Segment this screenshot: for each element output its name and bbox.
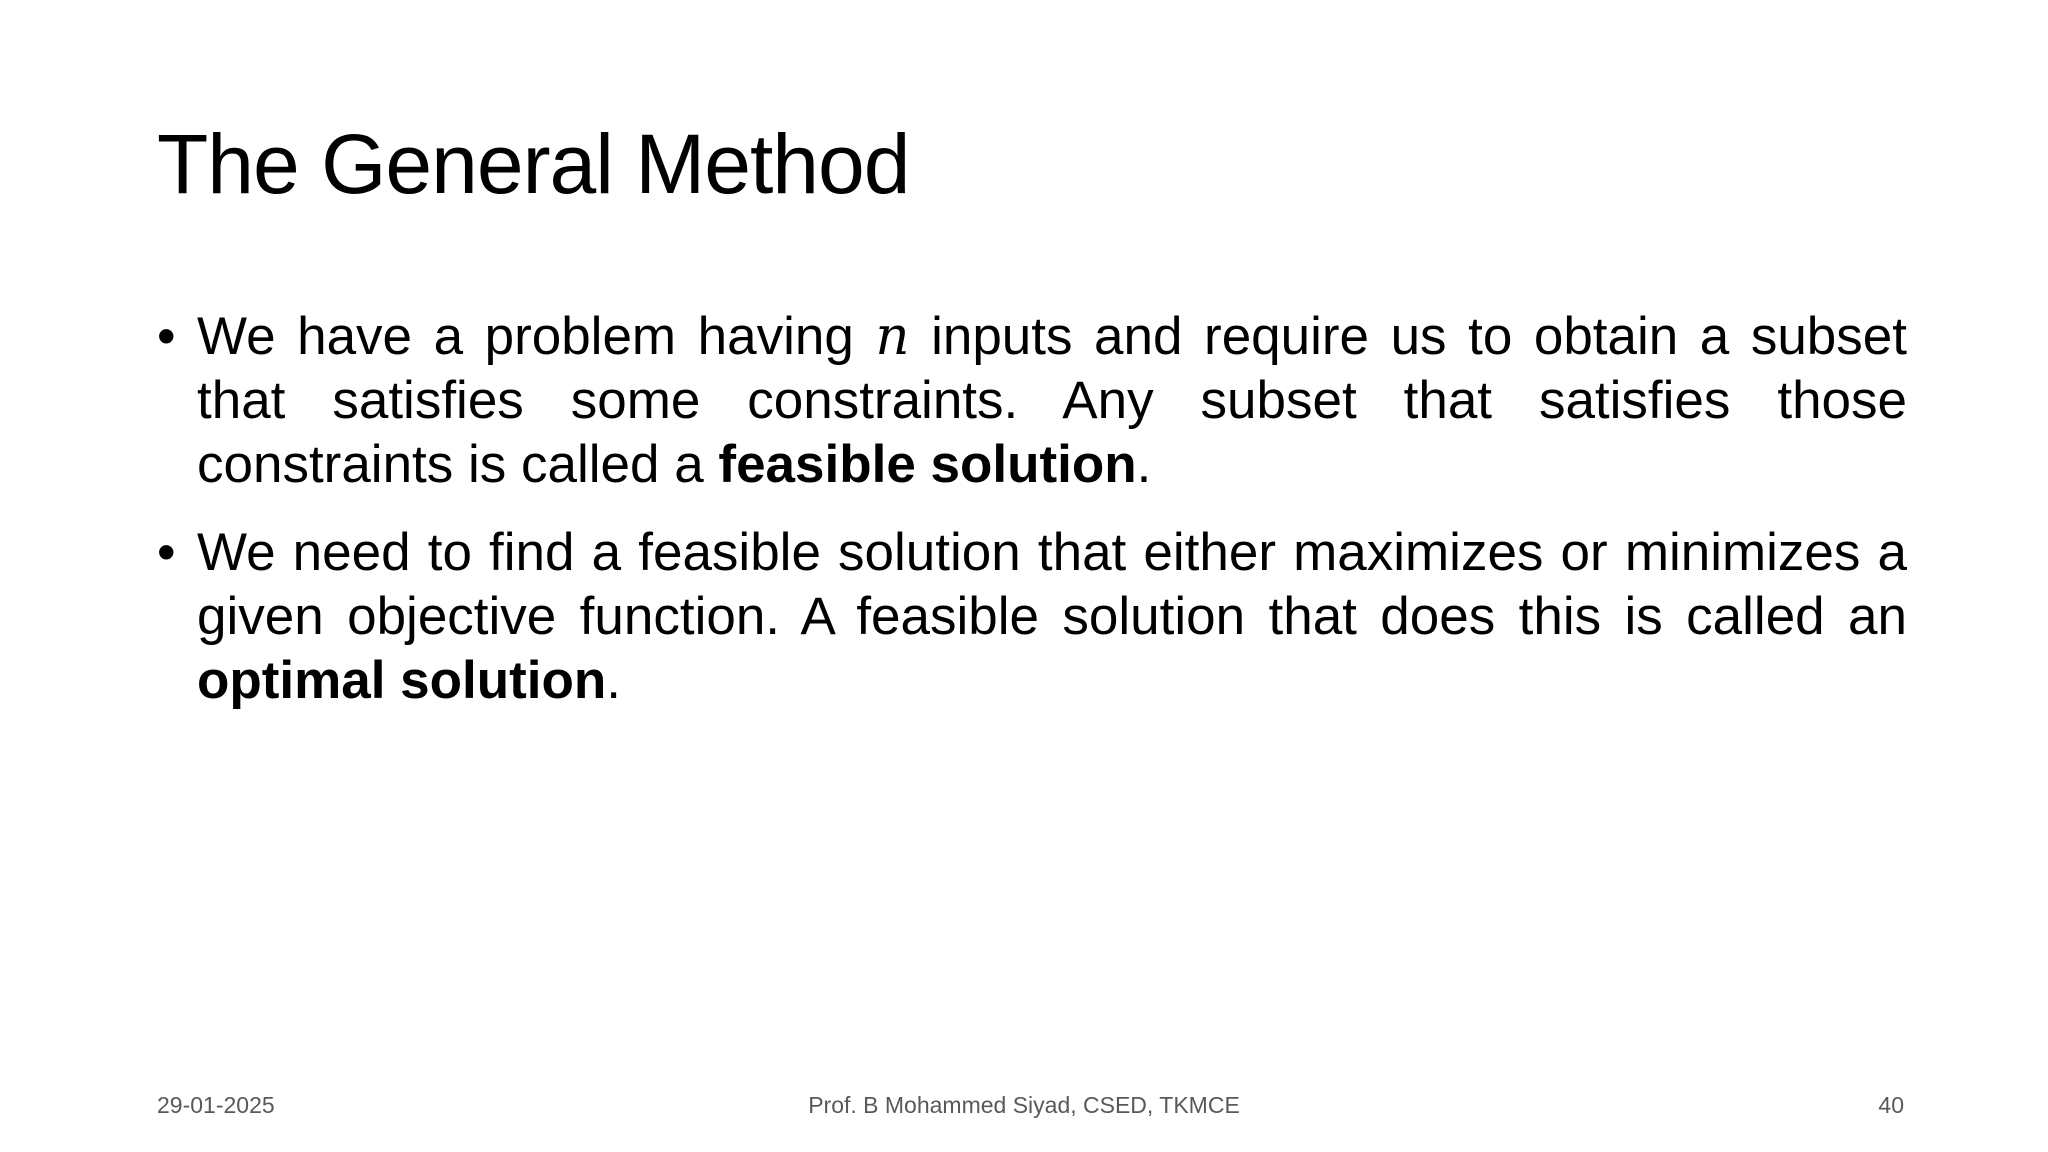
bullet-text: We have a problem having: [197, 307, 854, 366]
bullet-end: .: [606, 651, 621, 710]
bullet-list: [157, 305, 1907, 737]
term-feasible-solution: feasible solution: [718, 435, 1137, 494]
footer-date: 29-01-2025: [157, 1092, 275, 1118]
bullet-text: inputs and require us to obtain a subset that satisfies some constraints. Any subset that satisfies those constraints is called a: [197, 307, 1907, 494]
page-number: 40: [1878, 1092, 1904, 1118]
bullet-end: .: [1136, 435, 1152, 494]
bullet-optimal-solution: [157, 521, 1907, 713]
bullet-marker: •: [157, 307, 176, 366]
term-optimal-solution: optimal solution: [197, 651, 607, 710]
slide-title: The General Method: [157, 117, 910, 211]
bullet-text: We need to find a feasible solution that either maximizes or minimizes a given objective function. A feasible solution that does this is called an: [197, 523, 1907, 646]
footer-author: Prof. B Mohammed Siyad, CSED, TKMCE: [808, 1092, 1240, 1118]
variable-n: n: [875, 306, 910, 367]
bullet-feasible-solution: [157, 305, 1907, 497]
bullet-marker: •: [157, 523, 176, 582]
